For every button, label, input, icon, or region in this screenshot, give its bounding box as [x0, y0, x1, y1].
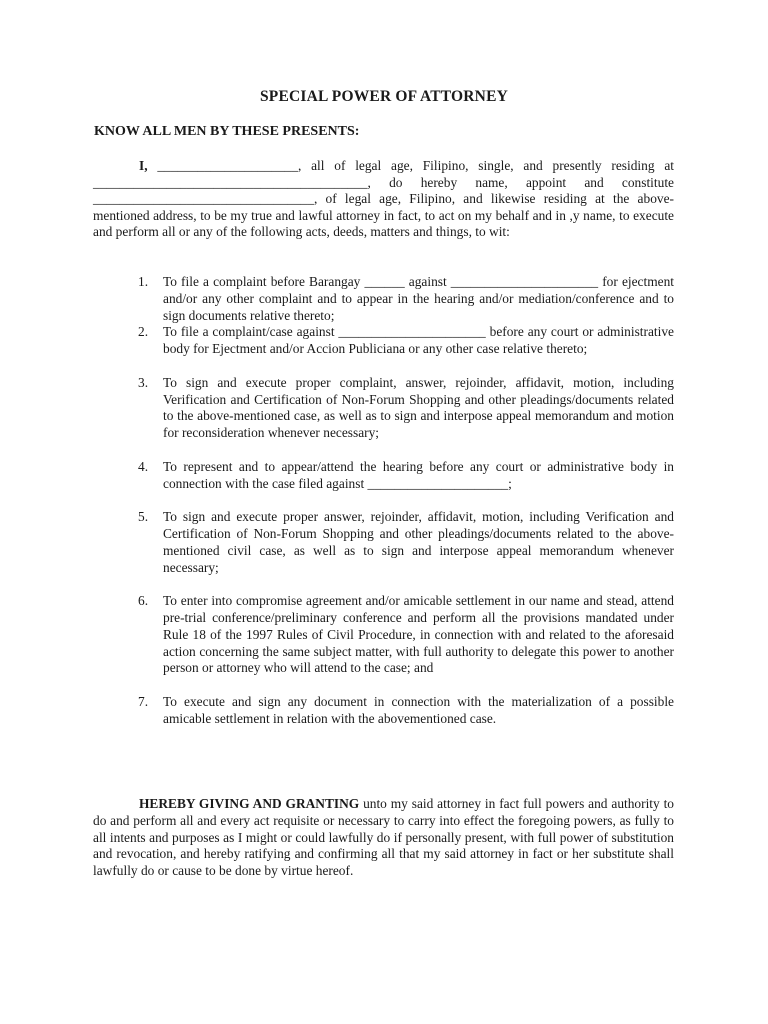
item-text: To enter into compromise agreement and/or amicable settlement in our name and stead, attend pre-trial conference/preliminary conference and perform all the provisions mandated under Rule 18 of the 1997 Rules of Civil Procedure, in connection with and related to the aforesaid action concerning the same subject matter, with full authority to delegate this power to another person or attorney who will attend to the case; and	[163, 593, 674, 676]
closing-body: unto my said attorney in fact full powers and authority to do and perform all and every act requisite or necessary to carry into effect the foregoing powers, as fully to all intents and purposes as I might or could lawfully do if personally present, with full power of substitution and revocation, and hereby ratifying and confirming all that my said attorney in fact or her substitute shall lawfully do or cause to be done by virtue hereof.	[93, 796, 675, 879]
intro-body: _____________________, all of legal age, Filipino, single, and presently residing at _________________________________________, do hereby name, appoint and constitute _________________________________, of legal age, Filipino, and likewise residing at the above-mentioned address, to be my true and lawful attorney in fact, to act on my behalf and in ,y name, to execute and perform all or any of the following acts, deeds, matters and things, to wit:	[93, 158, 674, 240]
list-item	[138, 459, 674, 493]
item-number: 2.	[138, 324, 149, 340]
list-item	[138, 694, 674, 728]
closing-paragraph	[93, 796, 674, 880]
item-text: To file a complaint before Barangay ______ against ______________________ for ejectment and/or any other complaint and to appear in the hearing and/or mediation/conference and to sign documents relative thereto;	[163, 274, 674, 323]
item-text: To execute and sign any document in connection with the materialization of a possible amicable settlement in relation with the abovementioned case.	[163, 693, 674, 726]
item-number: 6.	[138, 593, 149, 609]
list-item	[138, 274, 674, 324]
item-number: 1.	[138, 274, 149, 289]
item-text: To represent and to appear/attend the hearing before any court or administrative body in connection with the case filed against _____________________;	[163, 458, 674, 491]
item-number: 3.	[138, 374, 149, 390]
list-item	[138, 324, 674, 358]
intro-paragraph	[93, 158, 674, 241]
item-number: 7.	[138, 693, 149, 709]
item-text: To sign and execute proper complaint, answer, rejoinder, affidavit, motion, including Verification and Certification of Non-Forum Shopping and other pleadings/documents related to the above-mentioned case, as well as to sign and interpose appeal memorandum and motion for reconsideration whenever necessary;	[163, 374, 674, 441]
closing-lead: HEREBY GIVING AND GRANTING	[139, 796, 360, 811]
item-text: To sign and execute proper answer, rejoinder, affidavit, motion, including Verification and Certification of Non-Forum Shopping and other pleadings/documents related to the above-mentioned civil case, as well as to sign and interpose appeal memorandum whenever necessary;	[163, 509, 674, 575]
intro-lead: I,	[139, 158, 148, 173]
item-number: 4.	[138, 458, 149, 474]
list-item	[138, 509, 674, 576]
document-title: SPECIAL POWER OF ATTORNEY	[259, 88, 509, 105]
list-item	[138, 593, 674, 677]
powers-list	[138, 274, 674, 728]
item-number: 5.	[138, 509, 149, 525]
document-heading: KNOW ALL MEN BY THESE PRESENTS:	[94, 124, 360, 139]
item-text: To file a complaint/case against ______________________ before any court or administrative body for Ejectment and/or Accion Publiciana or any other case relative thereto;	[163, 324, 674, 357]
list-item	[138, 375, 674, 442]
